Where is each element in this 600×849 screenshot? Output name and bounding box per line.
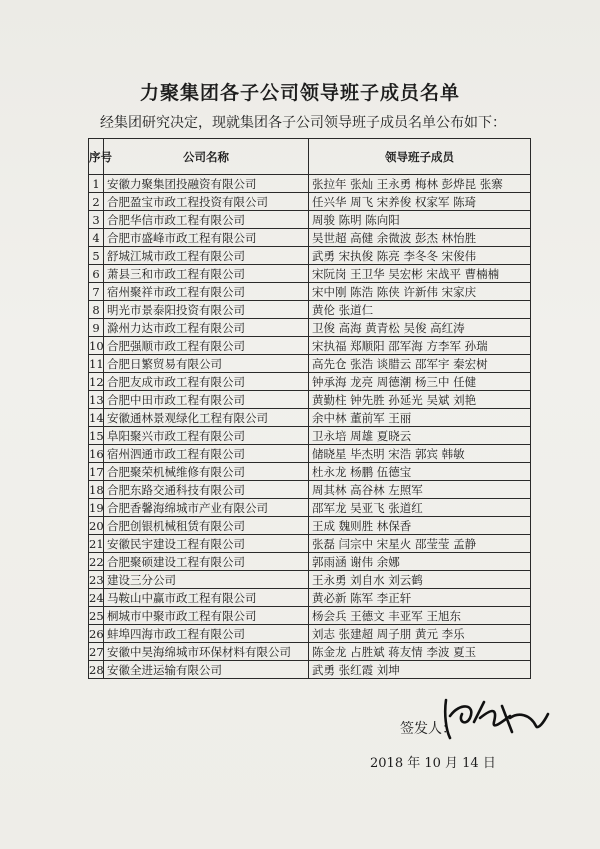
table-row xyxy=(89,463,531,481)
table-row xyxy=(89,319,531,337)
table-row xyxy=(89,535,531,553)
row-company: 马鞍山中赢市政工程有限公司 xyxy=(104,589,309,607)
row-company: 合肥日繁贸易有限公司 xyxy=(104,355,309,373)
row-members: 宋阮岗 王卫华 吴宏彬 宋战平 曹楠楠 xyxy=(309,265,531,283)
row-seq: 20 xyxy=(89,518,104,533)
row-company: 合肥强顺市政工程有限公司 xyxy=(104,337,309,355)
row-company: 合肥友成市政工程有限公司 xyxy=(104,373,309,391)
row-members: 王永勇 刘自水 刘云鹤 xyxy=(309,571,531,589)
row-members: 杨会兵 王德文 丰亚军 王旭东 xyxy=(309,607,531,625)
row-company: 阜阳聚兴市政工程有限公司 xyxy=(104,427,309,445)
row-members: 郭雨涵 谢伟 余娜 xyxy=(309,553,531,571)
table-header-row xyxy=(89,139,531,175)
row-company: 合肥市盛峰市政工程有限公司 xyxy=(104,229,309,247)
row-seq: 21 xyxy=(89,536,104,551)
row-seq: 15 xyxy=(89,428,104,443)
row-members: 卫俊 高海 黄青松 吴俊 高红涛 xyxy=(309,319,531,337)
row-seq: 2 xyxy=(89,193,104,211)
row-seq: 18 xyxy=(89,482,104,497)
row-seq: 22 xyxy=(89,554,104,569)
table-row xyxy=(89,391,531,409)
row-company: 宿州泗通市政工程有限公司 xyxy=(104,445,309,463)
row-members: 黄勤柱 钟先胜 孙延光 吴斌 刘艳 xyxy=(309,391,531,409)
table-row xyxy=(89,589,531,607)
row-seq: 28 xyxy=(89,662,104,677)
row-seq: 10 xyxy=(89,338,104,353)
row-company: 合肥聚硕建设工程有限公司 xyxy=(104,553,309,571)
row-seq: 25 xyxy=(89,608,104,623)
row-company: 合肥香馨海绵城市产业有限公司 xyxy=(104,499,309,517)
row-members: 邵军龙 吴亚飞 张道红 xyxy=(309,499,531,517)
row-seq: 3 xyxy=(89,211,104,229)
table-row xyxy=(89,355,531,373)
row-members: 黄伦 张道仁 xyxy=(309,301,531,319)
intro-text: 经集团研究决定，现就集团各子公司领导班子成员名单公布如下： xyxy=(100,115,506,131)
row-members: 余中林 董前军 王丽 xyxy=(309,409,531,427)
table-row xyxy=(89,571,531,589)
row-company: 明光市景泰阳投资有限公司 xyxy=(104,301,309,319)
table-row xyxy=(89,553,531,571)
table-row xyxy=(89,625,531,643)
row-seq: 8 xyxy=(89,301,104,319)
table-row xyxy=(89,499,531,517)
row-members: 宋中刚 陈浩 陈侠 许新伟 宋家庆 xyxy=(309,283,531,301)
row-company: 合肥中田市政工程有限公司 xyxy=(104,391,309,409)
table-row xyxy=(89,607,531,625)
row-seq: 16 xyxy=(89,446,104,461)
table-row xyxy=(89,373,531,391)
row-members: 王成 魏则胜 林保香 xyxy=(309,517,531,535)
row-seq: 23 xyxy=(89,572,104,587)
row-company: 滁州力达市政工程有限公司 xyxy=(104,319,309,337)
row-company: 桐城市中聚市政工程有限公司 xyxy=(104,607,309,625)
row-company: 宿州聚祥市政工程有限公司 xyxy=(104,283,309,301)
row-members: 宋执福 郑顺阳 邵军海 方李军 孙瑞 xyxy=(309,337,531,355)
row-company: 合肥聚荣机械维修有限公司 xyxy=(104,463,309,481)
row-company: 安徽民宇建设工程有限公司 xyxy=(104,535,309,553)
issue-date: 2018 年 10 月 14 日 xyxy=(370,756,496,771)
table-row xyxy=(89,517,531,535)
row-members: 张磊 闫宗中 宋星火 邵莹莹 孟静 xyxy=(309,535,531,553)
row-members: 周骏 陈明 陈向阳 xyxy=(309,211,531,229)
row-seq: 26 xyxy=(89,626,104,641)
row-seq: 5 xyxy=(89,247,104,265)
table-row xyxy=(89,175,531,193)
row-members: 黄必新 陈军 李正轩 xyxy=(309,589,531,607)
table-row xyxy=(89,409,531,427)
row-seq: 11 xyxy=(89,356,104,371)
table-row xyxy=(89,211,531,229)
row-members: 高先仓 张浩 谈腊云 邵军宇 秦宏树 xyxy=(309,355,531,373)
row-seq: 27 xyxy=(89,644,104,659)
row-company: 舒城江城市政工程有限公司 xyxy=(104,247,309,265)
table-row xyxy=(89,337,531,355)
row-seq: 7 xyxy=(89,283,104,301)
table-row xyxy=(89,427,531,445)
row-seq: 9 xyxy=(89,319,104,337)
row-members: 武勇 张红霞 刘坤 xyxy=(309,661,531,679)
row-seq: 13 xyxy=(89,392,104,407)
row-company: 蚌埠四海市政工程有限公司 xyxy=(104,625,309,643)
row-members: 钟承海 龙亮 周德潮 杨三中 任健 xyxy=(309,373,531,391)
table-row xyxy=(89,265,531,283)
row-members: 吴世超 高健 余微波 彭杰 林怡胜 xyxy=(309,229,531,247)
row-company: 萧县三和市政工程有限公司 xyxy=(104,265,309,283)
table-row xyxy=(89,481,531,499)
row-seq: 24 xyxy=(89,590,104,605)
table-row xyxy=(89,193,531,211)
row-company: 安徽全进运输有限公司 xyxy=(104,661,309,679)
row-seq: 12 xyxy=(89,374,104,389)
table-row xyxy=(89,247,531,265)
row-members: 卫永培 周雄 夏晓云 xyxy=(309,427,531,445)
leadership-table xyxy=(88,138,531,679)
row-members: 陈金龙 占胜斌 蒋友情 李波 夏玉 xyxy=(309,643,531,661)
row-company: 安徽中昊海绵城市环保材料有限公司 xyxy=(104,643,309,661)
row-company: 建设三分公司 xyxy=(104,571,309,589)
header-company: 公司名称 xyxy=(104,139,309,175)
row-seq: 19 xyxy=(89,500,104,515)
row-company: 合肥华信市政工程有限公司 xyxy=(104,211,309,229)
row-seq: 6 xyxy=(89,265,104,283)
header-seq: 序号 xyxy=(89,139,104,175)
row-members: 张拉年 张灿 王永勇 梅林 彭烨昆 张寨 xyxy=(309,175,531,193)
signer-label: 签发人： xyxy=(400,721,456,737)
row-members: 杜永龙 杨鹏 伍德宝 xyxy=(309,463,531,481)
row-company: 安徽力聚集团投融资有限公司 xyxy=(104,175,309,193)
row-seq: 14 xyxy=(89,410,104,425)
row-members: 周其林 高谷林 左照军 xyxy=(309,481,531,499)
row-members: 任兴华 周飞 宋养俊 权家军 陈琦 xyxy=(309,193,531,211)
handwritten-signature xyxy=(440,692,550,742)
row-seq: 4 xyxy=(89,229,104,247)
table-row xyxy=(89,445,531,463)
table-row xyxy=(89,283,531,301)
header-members: 领导班子成员 xyxy=(309,139,531,175)
row-seq: 1 xyxy=(89,175,104,193)
row-company: 安徽通林景观绿化工程有限公司 xyxy=(104,409,309,427)
row-seq: 17 xyxy=(89,464,104,479)
row-company: 合肥创银机械租赁有限公司 xyxy=(104,517,309,535)
row-company: 合肥盈宝市政工程投资有限公司 xyxy=(104,193,309,211)
table-row xyxy=(89,229,531,247)
row-members: 武勇 宋执俊 陈亮 李冬冬 宋俊伟 xyxy=(309,247,531,265)
document-title: 力聚集团各子公司领导班子成员名单 xyxy=(139,82,460,104)
table-row xyxy=(89,661,531,679)
row-company: 合肥东路交通科技有限公司 xyxy=(104,481,309,499)
row-members: 储晓星 毕杰明 宋浩 郭宾 韩敏 xyxy=(309,445,531,463)
row-members: 刘志 张建超 周子朋 黄元 李乐 xyxy=(309,625,531,643)
table-row xyxy=(89,643,531,661)
table-row xyxy=(89,301,531,319)
